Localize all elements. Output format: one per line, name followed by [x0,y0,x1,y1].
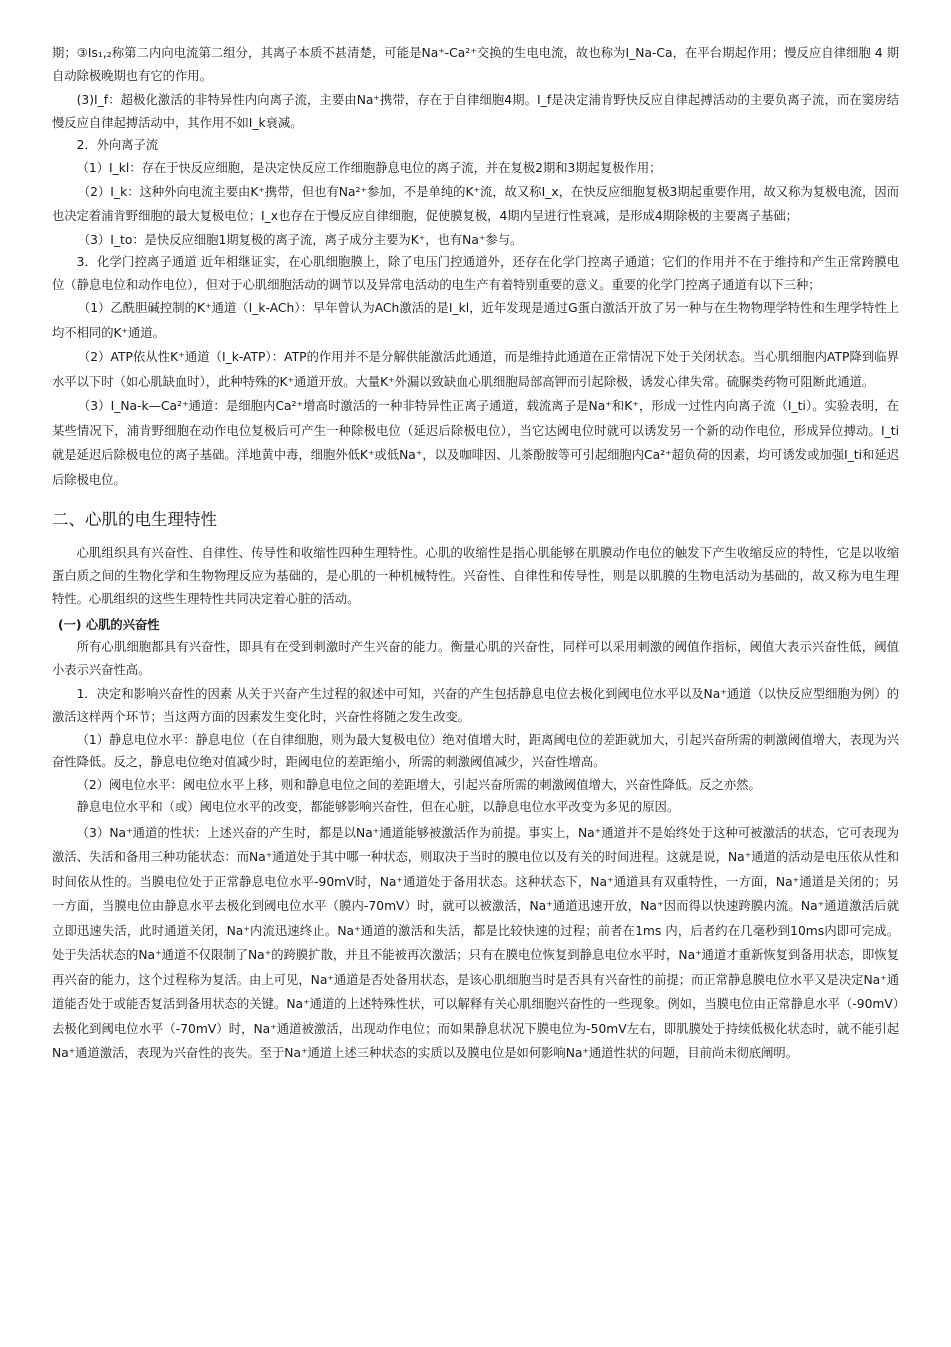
paragraph: （2）阈电位水平：阈电位水平上移，则和静息电位之间的差距增大，引起兴奋所需的刺激阈值增大，兴奋性降低。反之亦然。 [76,777,761,792]
paragraph: （3）I_Na-k—Ca²⁺通道：是细胞内Ca²⁺增高时激活的一种非特异性正离子通道，载流离子是Na⁺和K⁺，形成一过性内向离子流（I_ti）。实验表明，在某些情况下，浦肯野细胞在动作电位复极后可产生一种除极电位（延迟后除极电位），当它达阈电位时就可以诱发另一个新的动作电位，形成异位搏动。I_ti就是延迟后除极电位的离子基础。洋地黄中毒，细胞外低K⁺或低Na⁺，以及咖啡因、儿茶酚胺等可引起细胞内Ca²⁺超负荷的因素，均可诱发或加强I_ti和延迟后除极电位。 [52,399,899,487]
paragraph: 静息电位水平和（或）阈电位水平的改变，都能够影响兴奋性，但在心脏，以静息电位水平改变为多见的原因。 [76,800,680,815]
paragraph: 1．决定和影响兴奋性的因素 从关于兴奋产生过程的叙述中可知，兴奋的产生包括静息电位去极化到阈电位水平以及Na⁺通道（以快反应型细胞为例）的激活这样两个环节；当这两方面的因素发生变化时，兴奋性将随之发生改变。 [52,687,899,724]
paragraph: 心肌组织具有兴奋性、自律性、传导性和收缩性四种生理特性。心肌的收缩性是指心肌能够在肌膜动作电位的触发下产生收缩反应的特性，它是以收缩蛋白质之间的生物化学和生物物理反应为基础的，是心肌的一种机械特性。兴奋性、自律性和传导性，则是以肌膜的生物电活动为基础的，故又称为电生理特性。心肌组织的这些生理特性共同决定着心脏的活动。 [52,546,899,606]
subheading: 2．外向离子流 [76,138,159,153]
paragraph: （3）Na⁺通道的性状：上述兴奋的产生时，都是以Na⁺通道能够被激活作为前提。事实上，Na⁺通道并不是始终处于这种可被激活的状态，它可表现为激活、失活和备用三种功能状态：而Na⁺通道处于其中哪一种状态，则取决于当时的膜电位以及有关的时间进程。这就是说，Na⁺通道的活动是电压依从性和时间依从性的。当膜电位处于正常静息电位水平-90mV时，Na⁺通道处于备用状态。这种状态下，Na⁺通道具有双重特性，一方面，Na⁺通道是关闭的；另一方面，当膜电位由静息水平去极化到阈电位水平（膜内-70mV）时，就可以被激活，Na⁺通道迅速开放，Na⁺因而得以快速跨膜内流。Na⁺通道激活后就立即迅速失活，此时通道关闭，Na⁺内流迅速终止。Na⁺通道的激活和失活，都是比较快速的过程；前者在1ms 内，后者约在几毫秒到10ms内即可完成。处于失活状态的Na⁺通道不仅限制了Na⁺的跨膜扩散，并且不能被再次激活；只有在膜电位恢复到静息电位水平时，Na⁺通道才重新恢复到备用状态，即恢复再兴奋的能力，这个过程称为复活。由上可见，Na⁺通道是否处备用状态，是该心肌细胞当时是否具有兴奋性的前提；而正常静息膜电位水平又是决定Na⁺通道能否处于或能否复活到备用状态的关键。Na⁺通道的上述特殊性状，可以解释有关心肌细胞兴奋性的一些现象。例如，当膜电位由正常静息水平（-90mV）去极化到阈电位水平（-70mV）时，Na⁺通道被激活，出现动作电位；而如果静息状况下膜电位为-50mV左右，即肌膜处于持续低极化状态时，就不能引起Na⁺通道激活，表现为兴奋性的丧失。至于Na⁺通道上述三种状态的实质以及膜电位是如何影响Na⁺通道性状的问题，目前尚未彻底阐明。 [52,825,899,1061]
paragraph: （1）乙酰胆碱控制的K⁺通道（I_k-ACh）：早年曾认为ACh激活的是I_kl，近年发现是通过G蛋白激活开放了另一种与在生物物理学特性和生理学特性上均不相同的K⁺通道。 [52,301,899,340]
paragraph: 3．化学门控离子通道 近年相继证实，在心肌细胞膜上，除了电压门控通道外，还存在化学门控离子通道；它们的作用并不在于维持和产生正常跨膜电位（静息电位和动作电位），但对于心肌细胞活动的调节以及异常电活动的电生产有着特别重要的意义。重要的化学门控离子通道有以下三种； [52,255,899,292]
paragraph: （2）ATP依从性K⁺通道（I_k-ATP）：ATP的作用并不是分解供能激活此通道，而是维持此通道在正常情况下处于关闭状态。当心肌细胞内ATP降到临界水平以下时（如心肌缺血时），此种特殊的K⁺通道开放。大量K⁺外漏以致缺血心肌细胞局部高钾而引起除极，诱发心律失常。硫脲类药物可阻断此通道。 [52,350,899,389]
subsection-heading: (一) 心肌的兴奋性 [58,618,160,633]
section-heading: 二、心肌的电生理特性 [52,510,217,530]
paragraph: （1）I_kl：存在于快反应细胞，是决定快反应工作细胞静息电位的离子流，并在复极2期和3期起复极作用； [76,160,662,175]
paragraph: 期；③Is₁,₂称第二内向电流第二组分，其离子本质不甚清楚，可能是Na⁺-Ca²⁺交换的生电电流，故也称为I_Na-Ca，在平台期起作用；慢反应自律细胞 4 期自动除极晚期也有它的作用。 [52,46,899,83]
paragraph: 所有心肌细胞都具有兴奋性，即具有在受到刺激时产生兴奋的能力。衡量心肌的兴奋性，同样可以采用刺激的阈值作指标，阈值大表示兴奋性低，阈值小表示兴奋性高。 [52,640,899,677]
paragraph: （2）I_k：这种外向电流主要由K⁺携带，但也有Na²⁺参加，不是单纯的K⁺流，故又称I_x，在快反应细胞复极3期起重要作用，故又称为复极电流，因而也决定着浦肯野细胞的最大复极电位；I_x也存在于慢反应自律细胞，促使膜复极，4期内呈进行性衰减，是形成4期除极的主要离子基础； [52,184,899,224]
paragraph: （3）I_to：是快反应细胞1期复极的离子流，离子成分主要为K⁺，也有Na⁺参与。 [77,232,523,247]
paragraph: (3)I_f：超极化激活的非特异性内向离子流，主要由Na⁺携带，存在于自律细胞4期。I_f是决定浦肯野快反应自律起搏活动的主要负离子流，而在窦房结慢反应自律起搏活动中，其作用不如I_k衰减。 [52,93,899,130]
paragraph: （1）静息电位水平：静息电位（在自律细胞，则为最大复极电位）绝对值增大时，距离阈电位的差距就加大，引起兴奋所需的刺激阈值增大，表现为兴奋性降低。反之，静息电位绝对值减少时，距阈电位的差距缩小，所需的刺激阈值减少，兴奋性增高。 [52,732,899,770]
